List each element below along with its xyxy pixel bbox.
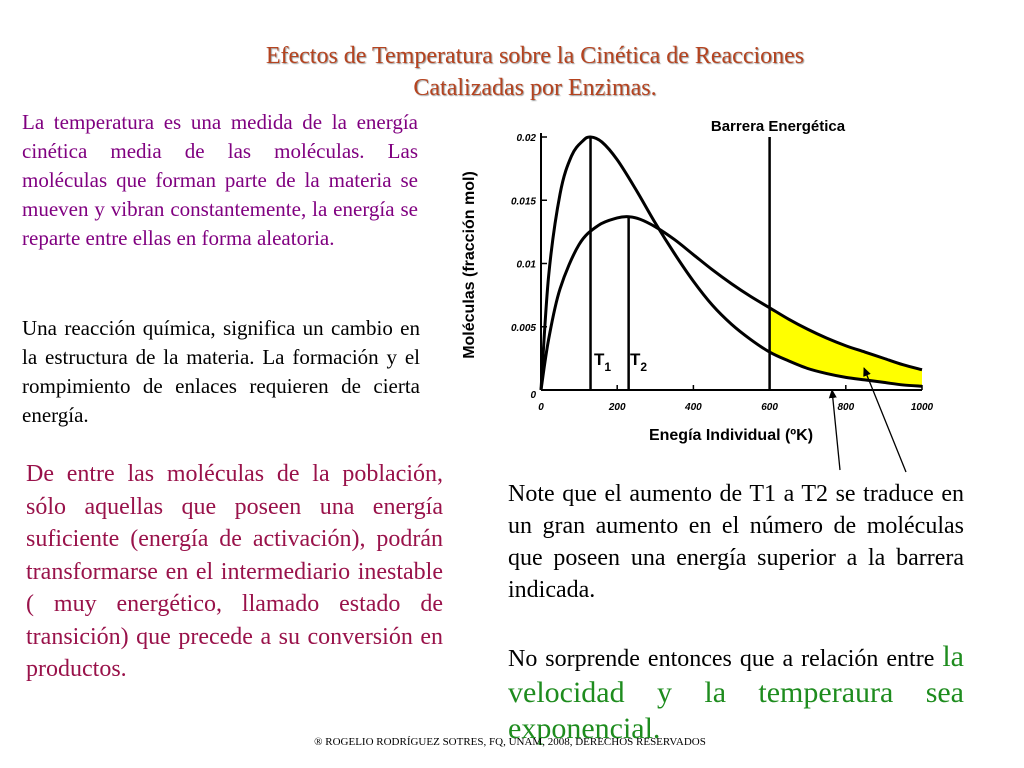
- conclusion-highlight: la velocidad y la temperaura sea exponencial.: [508, 640, 964, 745]
- energy-barrier-label: Barrera Energética: [710, 118, 846, 135]
- paragraph-note: Note que el aumento de T1 a T2 se traduce en un gran aumento en el número de moléculas que poseen una energía superior a la barrera indicada.: [508, 481, 964, 603]
- series-label-t1: $T_1$: [594, 350, 612, 374]
- y-axis-label: Moléculas (fracción mol): [461, 171, 478, 359]
- x-tick-label-1: 200: [608, 402, 626, 413]
- y-tick-label-1: 0.005: [510, 322, 536, 334]
- paragraph-reaction: Una reacción química, significa un cambio en la estructura de la materia. La formación y el rompimiento de enlaces requieren de cierta energía.: [22, 316, 420, 427]
- title-line-2: Catalizadas por Enzimas.: [413, 75, 657, 101]
- y-tick-label-4: 0.02: [516, 133, 536, 144]
- paragraph-activation: De entre las moléculas de la población, sólo aquellas que poseen una energía suficiente (energía de activación), podrán transformarse en el intermediario inestable ( muy energético, llamado estado de transición) que precede a su conversión en productos.: [26, 461, 443, 682]
- conclusion-start: No sorprende entonces que a relación entre: [508, 646, 943, 672]
- x-tick-label-5: 1000: [910, 402, 934, 413]
- y-tick-label-3: 0.015: [510, 196, 536, 208]
- y-tick-label-0: 0: [530, 390, 536, 401]
- paragraph-temperature: La temperatura es una medida de la energía cinética media de las moléculas. Las moléculas que forman parte de la materia se mueven y vibran constantemente, la energía se reparte entre ellas en forma aleatoria.: [22, 110, 418, 250]
- y-tick-label-2: 0.01: [516, 259, 536, 271]
- x-tick-label-3: 600: [761, 402, 778, 413]
- x-tick-label-4: 800: [837, 402, 855, 413]
- series-label-t2: $T_2$: [630, 350, 648, 374]
- x-tick-label-0: 0: [538, 402, 544, 413]
- x-tick-label-2: 400: [685, 402, 702, 413]
- x-axis-label: Enegía Individual (ºK): [648, 427, 814, 444]
- copyright-footer: ® ROGELIO RODRÍGUEZ SOTRES, FQ, UNAM, 2008, DERECHOS RESERVADOS: [314, 736, 706, 748]
- title-line-1: Efectos de Temperatura sobre la Cinética de Reacciones: [265, 43, 805, 69]
